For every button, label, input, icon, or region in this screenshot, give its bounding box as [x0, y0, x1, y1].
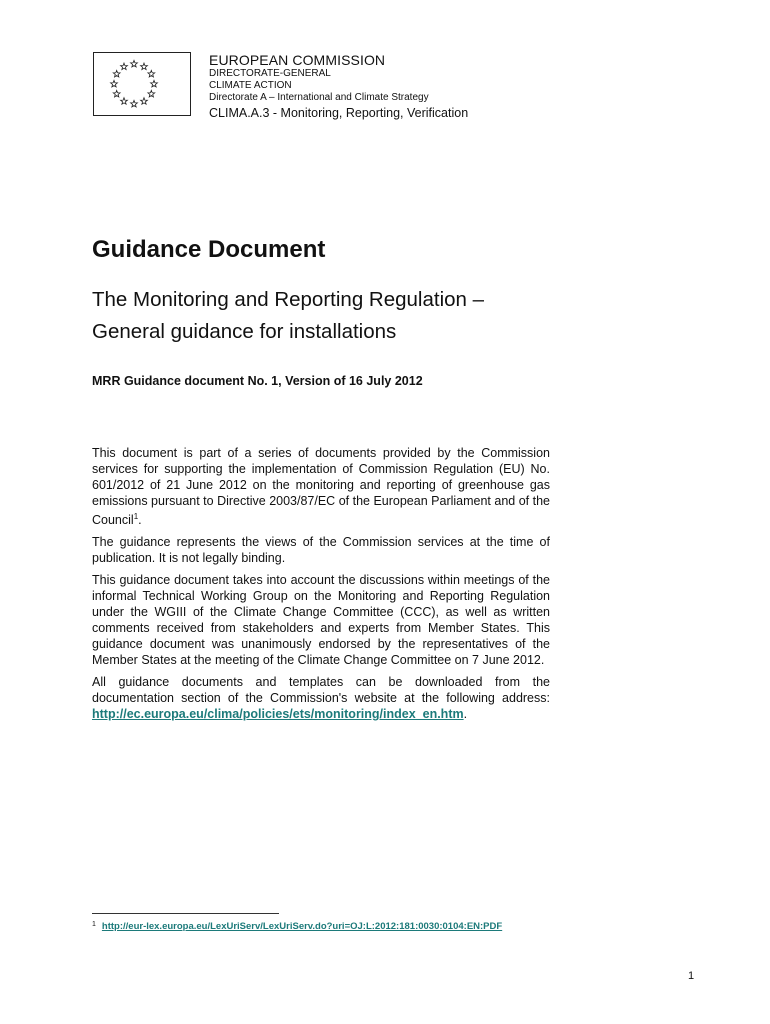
- page-number: 1: [688, 970, 695, 982]
- eu-logo: [93, 52, 191, 116]
- footnote-divider: [92, 913, 279, 914]
- star-icon: [141, 63, 148, 70]
- star-icon: [113, 70, 120, 77]
- directorate-general: DIRECTORATE-GENERAL: [209, 68, 331, 79]
- document-subtitle: [92, 284, 484, 348]
- directorate: Directorate A – International and Climate Strategy: [209, 92, 429, 103]
- paragraph-intro-text: This document is part of a series of documents provided by the Commission services for supporting the implementation of Commission Regulation (EU) No. 601/2012 of 21 June 2012 on the monitoring and reporting of greenhouse gas emissions pursuant to Directive 2003/87/EC of the European Parliament and of the Council: [92, 446, 550, 528]
- paragraph-downloads-text: All guidance documents and templates can be downloaded from the documentation section of the Commission's website at the following address:: [92, 675, 550, 706]
- paragraph-downloads-end: .: [463, 707, 468, 722]
- paragraph-discussions: This guidance document takes into account the discussions within meetings of the informal Technical Working Group on the Monitoring and Reporting Regulation under the WGIII of the Climate Change Committee (CCC), as well as written comments received from stakeholders and experts from Member States. This guidance document was unanimously endorsed by the representatives of the Member States at the meeting of the Climate Change Committee on 7 June 2012.: [92, 573, 550, 668]
- document-reference: MRR Guidance document No. 1, Version of 16 July 2012: [92, 374, 423, 388]
- star-icon: [121, 98, 128, 105]
- eu-stars-logo-icon: [94, 53, 190, 115]
- star-icon: [151, 80, 158, 87]
- subtitle-line-2: General guidance for installations: [92, 320, 397, 343]
- star-icon: [131, 60, 138, 67]
- document-title: Guidance Document: [92, 236, 326, 263]
- star-icon: [131, 100, 138, 107]
- star-icon: [148, 90, 155, 97]
- unit-name: CLIMA.A.3 - Monitoring, Reporting, Verification: [209, 106, 469, 120]
- star-icon: [148, 70, 155, 77]
- climate-action: CLIMATE ACTION: [209, 80, 292, 91]
- paragraph-intro: [92, 445, 550, 528]
- footnote: [92, 921, 502, 932]
- star-icon: [121, 63, 128, 70]
- subtitle-line-1: The Monitoring and Reporting Regulation –: [92, 288, 485, 311]
- paragraph-views: The guidance represents the views of the Commission services at the time of publication. It is not legally binding.: [92, 535, 550, 566]
- organisation-name: EUROPEAN COMMISSION: [209, 52, 386, 68]
- footnote-link[interactable]: http://eur-lex.europa.eu/LexUriServ/LexUriServ.do?uri=OJ:L:2012:181:0030:0104:EN:PDF: [101, 921, 503, 932]
- body-text: [92, 445, 550, 728]
- star-icon: [141, 98, 148, 105]
- footnote-ref[interactable]: 1: [133, 512, 139, 521]
- paragraph-downloads: [92, 674, 550, 722]
- star-icon: [113, 90, 120, 97]
- guidance-documents-link[interactable]: http://ec.europa.eu/clima/policies/ets/monitoring/index_en.htm: [92, 707, 464, 722]
- star-icon: [111, 80, 118, 87]
- letterhead: [209, 53, 468, 120]
- footnote-number: 1: [92, 921, 96, 928]
- paragraph-intro-end: .: [138, 513, 142, 528]
